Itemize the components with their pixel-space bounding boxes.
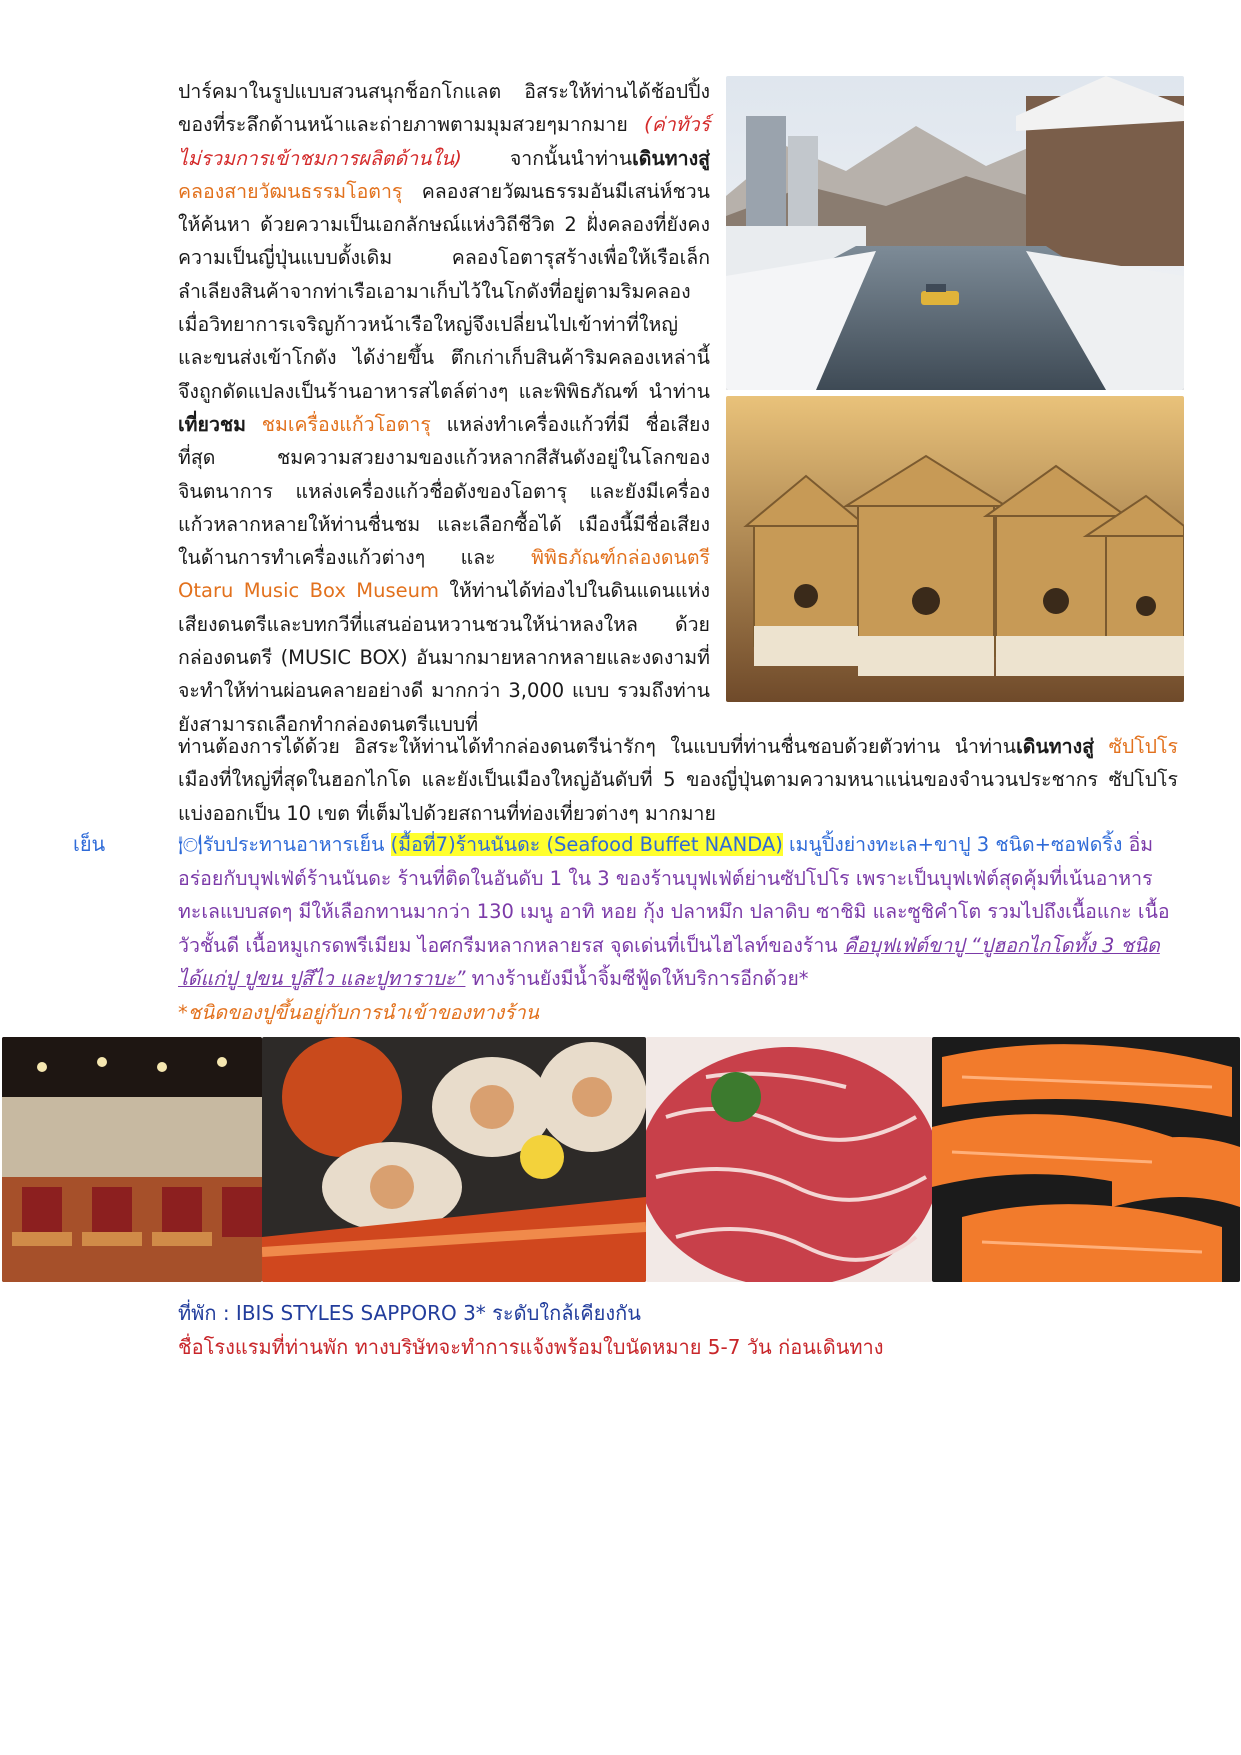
visit-keyword: เที่ยวชม [178, 412, 246, 436]
otaru-canal-photo [726, 76, 1184, 390]
salmon-sushi-photo [932, 1037, 1240, 1282]
travel-keyword: เดินทางสู่ [632, 146, 710, 170]
seafood-photo [262, 1037, 646, 1282]
text-segment: ท่านต้องการได้ด้วย อิสระให้ท่านได้ทำกล่องดนตรีน่ารักๆ ในแบบที่ท่านชื่นชอบด้วยตัวท่าน นำท่าน [178, 735, 1017, 758]
place-otaru-glass: ชมเครื่องแก้วโอตารุ [261, 412, 431, 436]
text-segment: รับประทานอาหารเย็น [202, 833, 391, 856]
text-segment: ปาร์คมาในรูปแบบสวนสนุกช็อกโกแลต อิสระให้ท่านได้ช้อปปิ้งของที่ระลึกด้านหน้าและถ่ายภาพตามมุมสวยๆมากมาย [178, 80, 710, 137]
text-segment: ทางร้านยังมีน้ำจิ้มซีฟู้ดให้บริการอีกด้วย* [465, 967, 809, 990]
meal-time-label: เย็น [73, 832, 106, 856]
dinner-description [178, 828, 1178, 1029]
crab-note: *ชนิดของปูขึ้นอยู่กับการนำเข้าของทางร้าน [178, 1000, 539, 1024]
sapporo-description [178, 730, 1178, 830]
restaurant-interior-photo [2, 1037, 262, 1282]
price-note: (ค่าทัวร์ไม่รวมการเข้าชมการผลิตด้านใน) [178, 113, 710, 170]
place-sapporo: ซัปโปโร [1108, 735, 1178, 758]
hotel-notice: ชื่อโรงแรมที่ท่านพัก ทางบริษัทจะทำการแจ้งพร้อมใบนัดหมาย 5-7 วัน ก่อนเดินทาง [178, 1335, 884, 1359]
text-segment: เมนูปิ้งย่างทะเล+ขาปู 3 ชนิด+ซอฟดริ้ง [782, 833, 1129, 856]
wagyu-beef-photo [646, 1037, 932, 1282]
text-segment [246, 413, 262, 436]
text-segment: เมืองที่ใหญ่ที่สุดในฮอกไกโด และยังเป็นเมืองใหญ่อันดับที่ 5 ของญี่ปุ่นตามความหนาแน่นของจำนวนประชากร ซัปโปโรแบ่งออกเป็น 10 เขต ที่เต็มไปด้วยสถานที่ท่องเที่ยวต่างๆ มากมาย [178, 768, 1178, 825]
text-segment [1094, 735, 1109, 758]
hotel-name: ที่พัก : IBIS STYLES SAPPORO 3* ระดับใกล้เคียงกัน [178, 1301, 641, 1325]
dining-icon: 🍽 [178, 833, 203, 856]
music-box-photo [726, 396, 1184, 702]
place-otaru-canal: คลองสายวัฒนธรรมโอตารุ [178, 179, 403, 203]
travel-keyword: เดินทางสู่ [1016, 735, 1095, 758]
otaru-description [178, 75, 710, 741]
text-segment: แหล่งทำเครื่องแก้วที่มี ชื่อเสียงที่สุด ชมความสวยงามของแก้วหลากสีสันดังอยู่ในโลกของจินตนาการ แหล่งเครื่องแก้วชื่อดังของโอตารุ และยังมีเครื่องแก้วหลากหลายให้ท่านชื่นชม และเลือกซื้อได้ เมืองนี้มีชื่อเสียงในด้านการทำเครื่องแก้วต่างๆ และ [178, 412, 710, 570]
crab-highlight: คือบุฟเฟ่ต์ขาปู “ปูฮอกไกโดทั้ง 3 ชนิด ได้แก่ปู ปูขน ปูสึไว และปูทาราบะ” [178, 933, 1160, 990]
restaurant-highlight: (มื้อที่7)ร้านนันดะ (Seafood Buffet NANDA) [390, 833, 783, 856]
place-music-box-museum: พิพิธภัณฑ์กล่องดนตรี Otaru Music Box Museum [178, 546, 710, 603]
text-segment: คลองสายวัฒนธรรมอันมีเสน่ห์ชวนให้ค้นหา ด้วยความเป็นเอกลักษณ์แห่งวิถีชีวิต 2 ฝั่งคลองที่ยังคงความเป็นญี่ปุ่นแบบดั้งเดิม คลองโอตารุสร้างเพื่อให้เรือเล็กลำเลียงสินค้าจากท่าเรือเอามาเก็บไว้ในโกดังที่อยู่ตามริมคลอง เมื่อวิทยาการเจริญก้าวหน้าเรือใหญ่จึงเปลี่ยนไปเข้าท่าที่ใหญ่และขนส่งเข้าโกดัง ได้ง่ายขึ้น ตึกเก่าเก็บสินค้าริมคลองเหล่านี้ จึงถูกดัดแปลงเป็นร้านอาหารสไตล์ต่างๆ และพิพิธภัณฑ์ นำท่าน [178, 179, 710, 403]
buffet-details: อิ่มอร่อยกับบุฟเฟ่ต์ร้านนันดะ ร้านที่ติดในอันดับ 1 ใน 3 ของร้านบุฟเฟ่ต์ย่านซัปโปโร เพราะเป็นบุฟเฟ่ต์สุดคุ้มที่เน้นอาหารทะเลแบบสดๆ มีให้เลือกทานมากว่า 130 เมนู อาทิ หอย กุ้ง ปลาหมึก ปลาดิบ ซาชิมิ และซูชิคำโต รวมไปถึงเนื้อแกะ เนื้อวัวชั้นดี เนื้อหมูเกรดพรีเมียม ไอศกรีมหลากหลายรส จุดเด่นที่เป็นไฮไลท์ของร้าน [178, 833, 1170, 957]
text-segment: จากนั้นนำท่าน [461, 146, 633, 170]
text-segment: ให้ท่านได้ท่องไปในดินแดนแห่งเสียงดนตรีและบทกวีที่แสนอ่อนหวานชวนให้น่าหลงใหล ด้วยกล่องดนตรี (MUSIC BOX) อันมากมายหลากหลายและงดงามที่จะทำให้ท่านผ่อนคลายอย่างดี มากกว่า 3,000 แบบ รวมถึงท่านยังสามารถเลือกทำกล่องดนตรีแบบที่ [178, 579, 710, 736]
hotel-info [178, 1296, 884, 1364]
